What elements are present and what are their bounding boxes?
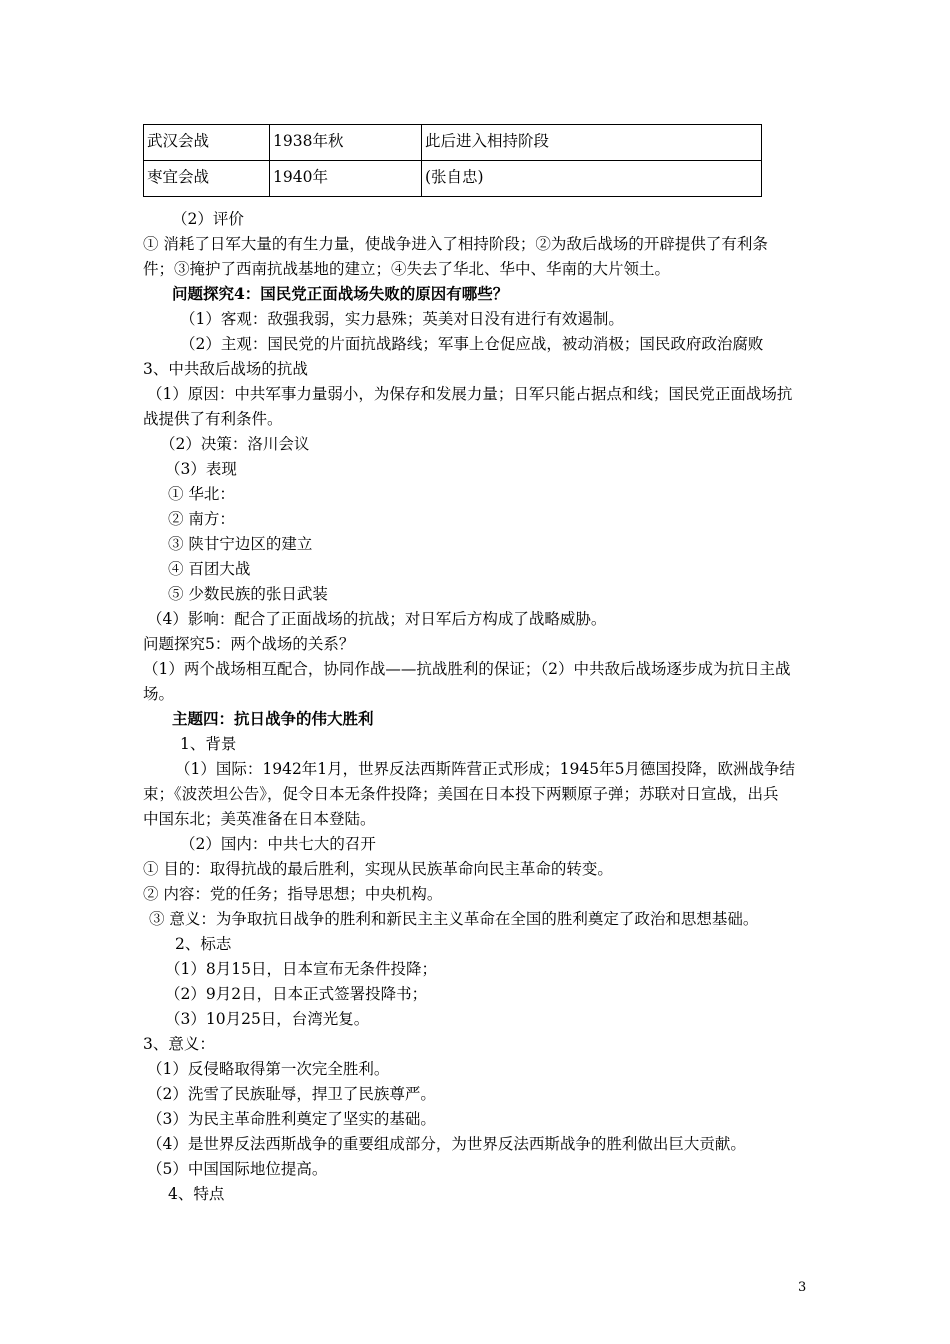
text-line: 问题探究5：两个战场的关系？ — [143, 635, 355, 653]
text-line: 件；③掩护了西南抗战基地的建立；④失去了华北、华中、华南的大片领土。 — [143, 260, 671, 278]
battle-table — [143, 124, 762, 197]
table-cell-name: 枣宜会战 — [144, 161, 270, 197]
text-line: （2）洗雪了民族耻辱，捍卫了民族尊严。 — [147, 1085, 436, 1103]
text-line: 束；《波茨坦公告》，促令日本无条件投降；美国在日本投下两颗原子弹；苏联对日宣战，出兵 — [143, 785, 779, 803]
text-line: ① 消耗了日军大量的有生力量，使战争进入了相持阶段；②为敌后战场的开辟提供了有利条 — [143, 235, 768, 253]
text-line: 3、意义： — [143, 1035, 215, 1053]
table-cell-note: (张自忠) — [422, 161, 762, 197]
text-line: （2）9月2日，日本正式签署投降书； — [165, 985, 428, 1003]
text-line: （2）国内：中共七大的召开 — [180, 835, 376, 853]
text-line: （1）国际：1942年1月，世界反法西斯阵营正式形成；1945年5月德国投降，欧洲战争结 — [175, 760, 795, 778]
text-line: ② 内容：党的任务；指导思想；中央机构。 — [143, 885, 443, 903]
text-line: ① 华北： — [168, 485, 235, 503]
text-line: （3）10月25日，台湾光复。 — [165, 1010, 370, 1028]
text-line: （1）原因：中共军事力量弱小，为保存和发展力量；日军只能占据点和线；国民党正面战场抗 — [147, 385, 793, 403]
table-cell-time: 1940年 — [270, 161, 422, 197]
text-line: （1）8月15日，日本宣布无条件投降； — [165, 960, 437, 978]
table-cell-time: 1938年秋 — [270, 125, 422, 161]
text-line: （1）两个战场相互配合，协同作战——抗战胜利的保证；（2）中共敌后战场逐步成为抗日主战 — [143, 660, 791, 678]
text-line: （4）影响：配合了正面战场的抗战；对日军后方构成了战略威胁。 — [147, 610, 607, 628]
text-line: ① 目的：取得抗战的最后胜利，实现从民族革命向民主革命的转变。 — [143, 860, 613, 878]
table-row — [144, 125, 762, 161]
text-line: 1、背景 — [180, 735, 237, 753]
section-heading: 主题四：抗日战争的伟大胜利 — [172, 709, 374, 728]
text-line: 中国东北；美英准备在日本登陆。 — [143, 810, 376, 828]
page-number: 3 — [798, 1280, 807, 1295]
text-line: ⑤ 少数民族的张日武装 — [168, 585, 328, 603]
section-heading: 问题探究4：国民党正面战场失败的原因有哪些？ — [172, 284, 509, 303]
text-line: （4）是世界反法西斯战争的重要组成部分，为世界反法西斯战争的胜利做出巨大贡献。 — [147, 1135, 746, 1153]
text-line: （2）评价 — [172, 210, 244, 228]
text-line: ④ 百团大战 — [168, 560, 251, 578]
text-line: （3）为民主革命胜利奠定了坚实的基础。 — [147, 1110, 436, 1128]
text-line: （5）中国国际地位提高。 — [147, 1160, 328, 1178]
text-line: （1）客观：敌强我弱，实力悬殊；英美对日没有进行有效遏制。 — [180, 310, 624, 328]
text-line: 4、特点 — [168, 1185, 225, 1203]
table-row — [144, 161, 762, 197]
table-cell-note: 此后进入相持阶段 — [422, 125, 762, 161]
text-line: 战提供了有利条件。 — [143, 410, 283, 428]
table-cell-name: 武汉会战 — [144, 125, 270, 161]
text-line: ③ 意义：为争取抗日战争的胜利和新民主主义革命在全国的胜利奠定了政治和思想基础。 — [149, 910, 759, 928]
text-line: ③ 陕甘宁边区的建立 — [168, 535, 313, 553]
text-line: 3、中共敌后战场的抗战 — [143, 360, 308, 378]
text-line: 2、标志 — [175, 935, 232, 953]
text-line: （2）决策：洛川会议 — [160, 435, 310, 453]
text-line: ② 南方： — [168, 510, 235, 528]
text-line: （3）表现 — [165, 460, 237, 478]
text-line: （1）反侵略取得第一次完全胜利。 — [147, 1060, 390, 1078]
text-line: （2）主观：国民党的片面抗战路线；军事上仓促应战，被动消极；国民政府政治腐败 — [180, 335, 764, 353]
text-line: 场。 — [143, 685, 175, 703]
